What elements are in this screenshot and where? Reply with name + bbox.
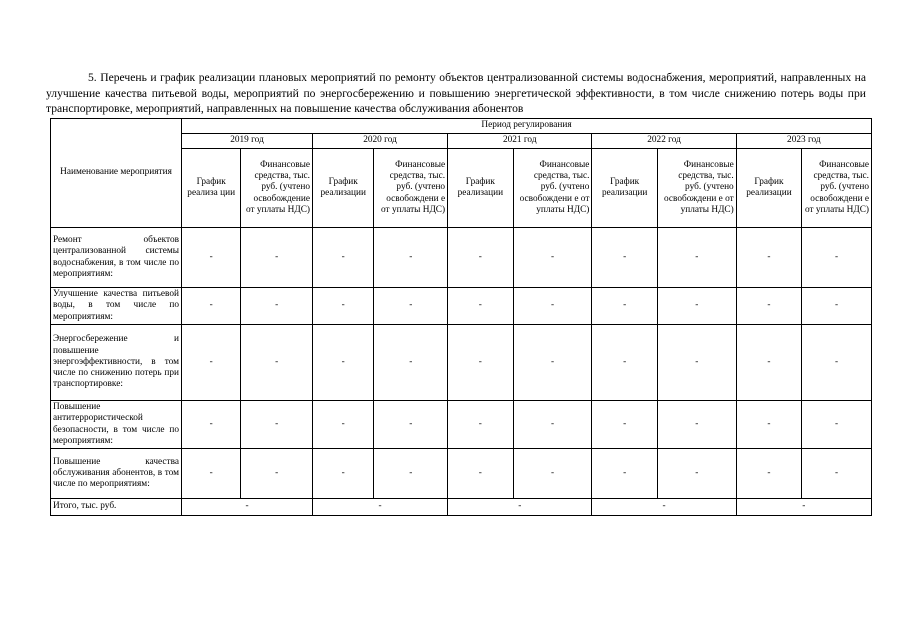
activity-name: Энергосбережение и повышение энергоэффективности, в том числе по снижению потерь при транспортировке:	[51, 325, 182, 401]
finance-column-header: Финансовые средства, тыс. руб. (учтено освобождение от уплаты НДС)	[241, 149, 313, 228]
total-cell: -	[592, 499, 736, 516]
table-cell: -	[657, 449, 736, 499]
table-cell: -	[513, 288, 592, 325]
table-cell: -	[513, 228, 592, 288]
schedule-column-header: График реализации	[592, 149, 658, 228]
table-cell: -	[182, 288, 241, 325]
table-cell: -	[592, 401, 658, 449]
table-cell: -	[802, 288, 872, 325]
table-cell: -	[448, 449, 514, 499]
table-cell: -	[313, 325, 374, 401]
finance-column-header: Финансовые средства, тыс. руб. (учтено освобождени е от уплаты НДС)	[374, 149, 448, 228]
total-cell: -	[313, 499, 448, 516]
table-cell: -	[313, 449, 374, 499]
total-cell: -	[182, 499, 313, 516]
total-row	[51, 499, 872, 516]
table-cell: -	[736, 228, 802, 288]
finance-column-header: Финансовые средства, тыс. руб. (учтено освобождени е от уплаты НДС)	[657, 149, 736, 228]
table-cell: -	[802, 449, 872, 499]
table-cell: -	[448, 325, 514, 401]
schedule-column-header: График реализа ции	[182, 149, 241, 228]
period-header: Период регулирования	[182, 119, 872, 134]
table-cell: -	[736, 449, 802, 499]
activity-name: Повышение качества обслуживания абонентов, в том числе по мероприятиям:	[51, 449, 182, 499]
table-cell: -	[448, 401, 514, 449]
schedule-column-header: График реализации	[313, 149, 374, 228]
table-cell: -	[592, 449, 658, 499]
table-cell: -	[448, 288, 514, 325]
total-label: Итого, тыс. руб.	[51, 499, 182, 516]
year-header: 2023 год	[736, 134, 871, 149]
table-row	[51, 325, 872, 401]
section-heading	[46, 70, 866, 117]
table-cell: -	[182, 401, 241, 449]
table-cell: -	[802, 401, 872, 449]
table-cell: -	[657, 228, 736, 288]
table-cell: -	[313, 228, 374, 288]
total-cell: -	[736, 499, 871, 516]
table-cell: -	[657, 288, 736, 325]
activity-name: Улучшение качества питьевой воды, в том числе по мероприятиям:	[51, 288, 182, 325]
table-cell: -	[736, 288, 802, 325]
table-cell: -	[802, 325, 872, 401]
table-row	[51, 228, 872, 288]
table-cell: -	[448, 228, 514, 288]
table-cell: -	[182, 228, 241, 288]
activity-name: Повышение антитеррористической безопасности, в том числе по мероприятиям:	[51, 401, 182, 449]
finance-column-header: Финансовые средства, тыс. руб. (учтено освобождени е от уплаты НДС)	[513, 149, 592, 228]
table-row	[51, 449, 872, 499]
table-cell: -	[736, 401, 802, 449]
year-header: 2020 год	[313, 134, 448, 149]
table-cell: -	[657, 325, 736, 401]
table-cell: -	[241, 288, 313, 325]
schedule-column-header: График реализации	[448, 149, 514, 228]
name-column-header: Наименование мероприятия	[51, 119, 182, 228]
table-cell: -	[592, 325, 658, 401]
table-cell: -	[182, 449, 241, 499]
year-header: 2021 год	[448, 134, 592, 149]
table-cell: -	[241, 449, 313, 499]
table-cell: -	[513, 401, 592, 449]
table-row	[51, 288, 872, 325]
table-cell: -	[241, 401, 313, 449]
table-cell: -	[182, 325, 241, 401]
year-header: 2019 год	[182, 134, 313, 149]
schedule-column-header: График реализации	[736, 149, 802, 228]
table-cell: -	[374, 288, 448, 325]
section-heading-text: 5. Перечень и график реализации плановых мероприятий по ремонту объектов централизованной системы водоснабжения, мероприятий, направленных на улучшение качества питьевой воды, мероприятий по энергосбережению и повышению энергетической эффективности, в том числе снижению потерь воды при транспортировке, мероприятий, направленных на повышение качества обслуживания абонентов	[46, 71, 866, 115]
table-cell: -	[592, 288, 658, 325]
finance-column-header: Финансовые средства, тыс. руб. (учтено освобождени е от уплаты НДС)	[802, 149, 872, 228]
table-cell: -	[802, 228, 872, 288]
table-cell: -	[313, 288, 374, 325]
table-cell: -	[313, 401, 374, 449]
table-cell: -	[374, 228, 448, 288]
table-row	[51, 401, 872, 449]
table-cell: -	[736, 325, 802, 401]
year-header: 2022 год	[592, 134, 736, 149]
table-cell: -	[374, 325, 448, 401]
table-cell: -	[513, 449, 592, 499]
activity-name: Ремонт объектов централизованной системы водоснабжения, в том числе по мероприятиям:	[51, 228, 182, 288]
table-cell: -	[657, 401, 736, 449]
table-cell: -	[513, 325, 592, 401]
table-cell: -	[592, 228, 658, 288]
table-cell: -	[374, 449, 448, 499]
activities-schedule-table	[50, 118, 872, 516]
table-cell: -	[374, 401, 448, 449]
table-cell: -	[241, 228, 313, 288]
table-cell: -	[241, 325, 313, 401]
total-cell: -	[448, 499, 592, 516]
